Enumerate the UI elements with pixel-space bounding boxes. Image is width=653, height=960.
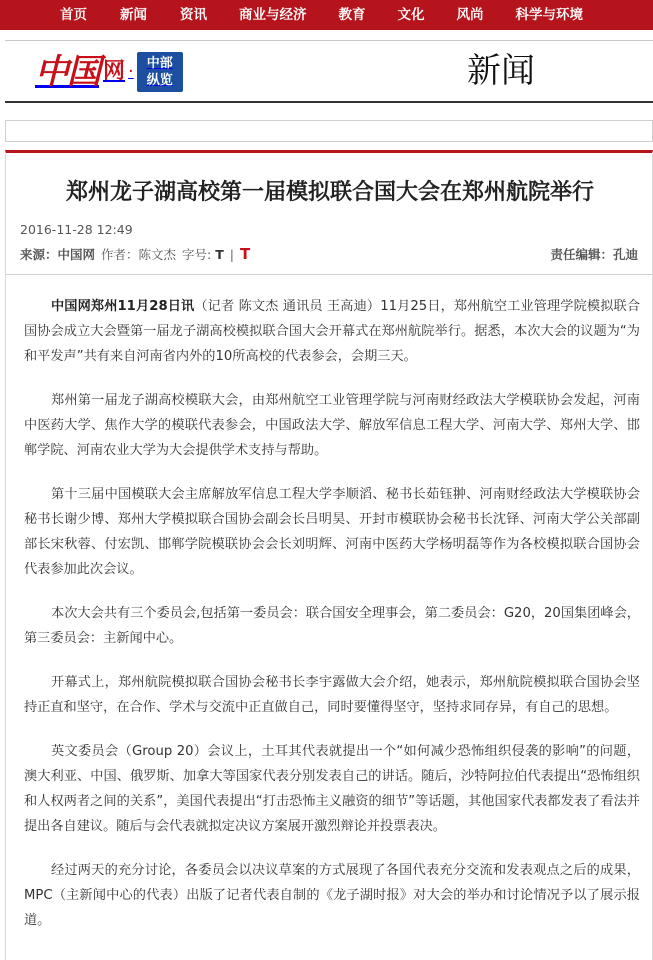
nav-item-business[interactable]: 商业与经济 bbox=[239, 7, 307, 23]
article-paragraph: 郑州第一届龙子湖高校模联大会，由郑州航空工业管理学院与河南财经政法大学模联协会发起，河南中医药大学、焦作大学的模联代表参会，中国政法大学、解放军信息工程大学、河南大学、郑州大学、邯郸学院、河南农业大学为大会提供学术支持与帮助。 bbox=[24, 393, 640, 458]
font-size-large-button[interactable]: T bbox=[240, 245, 251, 263]
nav-item-education[interactable]: 教育 bbox=[338, 7, 366, 23]
article-title: 郑州龙子湖高校第一届模拟联合国大会在郑州航院举行 bbox=[65, 180, 594, 205]
article-paragraph: 开幕式上，郑州航院模拟联合国协会秘书长李宇露做大会介绍，她表示，郑州航院模拟联合国协会坚持正直和坚守，在合作、学术与交流中正直做自己，同时要懂得坚守，坚持求同存异，有自己的思想。 bbox=[24, 675, 640, 715]
nav-item-science[interactable]: 科学与环境 bbox=[515, 7, 583, 23]
responsible-editor: 责任编辑：孔迪 bbox=[550, 247, 638, 262]
nav-item-info[interactable]: 资讯 bbox=[180, 7, 207, 23]
author-label: 作者：陈文杰 bbox=[101, 247, 177, 262]
article-meta bbox=[20, 245, 250, 263]
logo-text-wang: 网 bbox=[103, 59, 126, 84]
nav-item-fashion[interactable]: 风尚 bbox=[456, 7, 484, 23]
logo-dot: · bbox=[128, 61, 134, 82]
blank-bar bbox=[5, 120, 653, 142]
top-nav bbox=[0, 0, 653, 30]
paragraph-text: （记者 陈文杰 通讯员 王高迪）11月25日，郑州航空工业管理学院模拟联合国协会成立大会暨第一届龙子湖高校模拟联合国大会开幕式在郑州航院举行。据悉，本次大会的议题为“为和平发声”共有来自河南省内外的10所高校的代表参会，会期三天。 bbox=[24, 299, 641, 364]
publish-date: 2016-11-28 12:49 bbox=[20, 222, 133, 237]
logo-text-china: 中国 bbox=[35, 52, 99, 92]
article-paragraph: 英文委员会（Group 20）会议上，土耳其代表就提出一个“如何减少恐怖组织侵袭的影响”的问题，澳大利亚、中国、俄罗斯、加拿大等国家代表分别发表自己的讲话。随后，沙特阿拉伯代表提出“恐怖组织和人权两者之间的关系”，美国代表提出“打击恐怖主义融资的细节”等话题，其他国家代表都发表了看法并提出各自建议。随后与会代表就拟定决议方案展开激烈辩论并投票表决。 bbox=[24, 744, 641, 834]
nav-item-news[interactable]: 新闻 bbox=[120, 7, 147, 23]
site-header bbox=[5, 40, 653, 103]
font-size-separator: | bbox=[229, 247, 234, 262]
nav-item-culture[interactable]: 文化 bbox=[397, 7, 425, 23]
logo-badge-zhongbu: 中部纵览 bbox=[137, 52, 183, 92]
font-size-small-button[interactable]: T bbox=[215, 247, 224, 262]
article-body bbox=[24, 294, 640, 952]
site-logo[interactable] bbox=[35, 49, 183, 95]
nav-item-home[interactable]: 首页 bbox=[60, 7, 87, 23]
meta-divider bbox=[6, 274, 652, 275]
section-title: 新闻 bbox=[467, 51, 535, 91]
top-nav-items bbox=[60, 0, 583, 30]
font-size-label: 字号: bbox=[182, 247, 212, 262]
article-paragraph: 经过两天的充分讨论，各委员会以决议草案的方式展现了各国代表充分交流和发表观点之后的成果，MPC（主新闻中心的代表）出版了记者代表自制的《龙子湖时报》对大会的举办和讨论情况予以了展示报道。 bbox=[24, 863, 640, 928]
article-paragraph: 第十三届中国模联大会主席解放军信息工程大学李顺滔、秘书长茹钰翀、河南财经政法大学模联协会秘书长谢少博、郑州大学模拟联合国协会副会长吕明昊、开封市模联协会秘书长沈铎、河南大学公关部副部长宋秋蓉、付宏凯、邯郸学院模联协会会长刘明辉、河南中医药大学杨明磊等作为各校模拟联合国协会代表参加此次会议。 bbox=[24, 487, 640, 577]
article-paragraph: 本次大会共有三个委员会,包括第一委员会：联合国安全理事会，第二委员会：G20，20国集团峰会，第三委员会：主新闻中心。 bbox=[24, 606, 640, 646]
article-paragraph bbox=[24, 294, 640, 369]
article bbox=[5, 150, 653, 960]
dateline: 中国网郑州11月28日讯 bbox=[51, 299, 195, 314]
source-label: 来源：中国网 bbox=[20, 247, 96, 262]
